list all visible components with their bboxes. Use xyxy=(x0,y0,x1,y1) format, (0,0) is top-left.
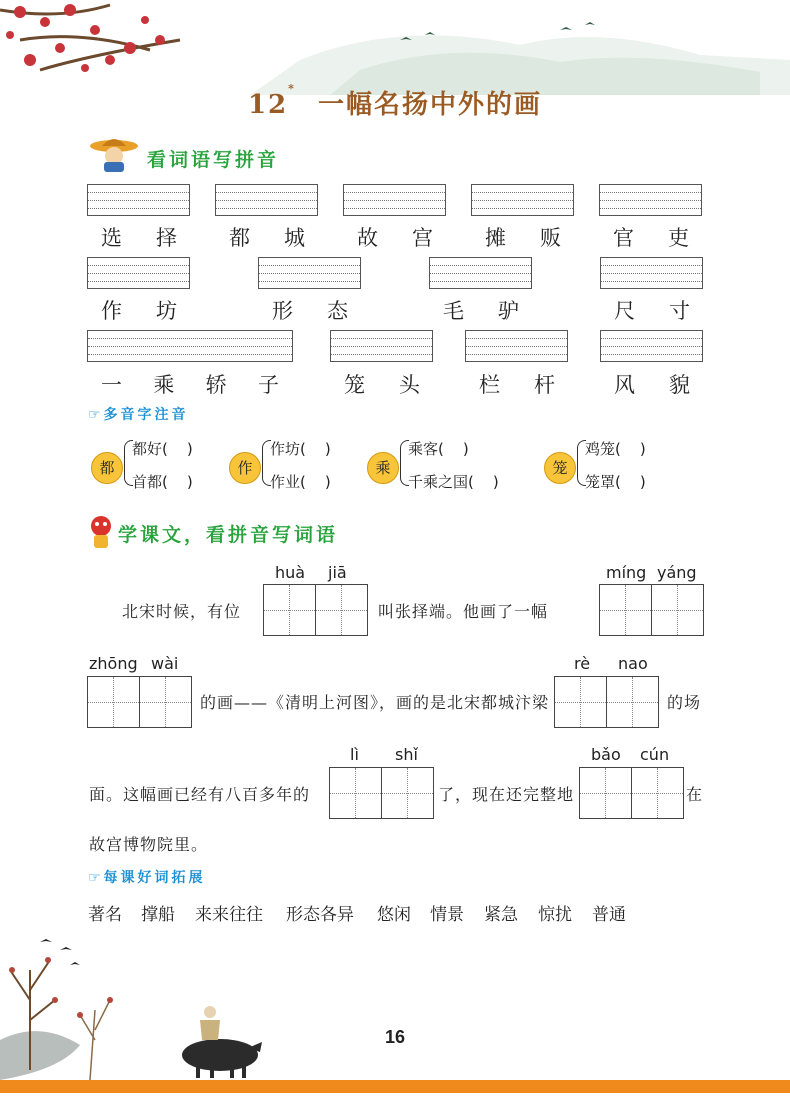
polyphone-char-icon: 笼 xyxy=(544,452,576,484)
vocab-word: 选 择 xyxy=(101,226,177,250)
passage-text: 面。这幅画已经有八百多年的 xyxy=(89,785,311,804)
vocab-word: 摊 贩 xyxy=(485,226,561,250)
extension-word: 普通 xyxy=(592,905,626,925)
pinyin-answer-box[interactable] xyxy=(600,257,703,289)
vocab-word: 风 貌 xyxy=(614,373,690,397)
lesson-number: 12 xyxy=(247,90,289,120)
pinyin-label: nao xyxy=(618,654,648,673)
vocab-word: 笼 头 xyxy=(344,373,420,397)
extension-word: 著名 xyxy=(88,905,122,925)
pinyin-answer-box[interactable] xyxy=(343,184,446,216)
pinyin-label: zhōng xyxy=(89,654,138,673)
polyphone-item[interactable]: 都好( ) xyxy=(132,440,193,458)
writing-grid[interactable] xyxy=(579,767,684,819)
pinyin-label: yáng xyxy=(657,563,697,582)
vocab-word: 形 态 xyxy=(272,299,348,323)
plum-blossom-decoration xyxy=(0,0,790,95)
polyphone-item[interactable]: 鸡笼( ) xyxy=(585,440,646,458)
pinyin-label: míng xyxy=(606,563,647,582)
pinyin-label: wài xyxy=(151,654,179,673)
pinyin-answer-box[interactable] xyxy=(215,184,318,216)
pinyin-label: jiā xyxy=(328,563,347,582)
pinyin-answer-box[interactable] xyxy=(471,184,574,216)
hat-boy-icon xyxy=(88,136,140,172)
section-heading-passage: 学课文，看拼音写词语 xyxy=(118,524,339,546)
polyphone-item[interactable]: 作坊( ) xyxy=(270,440,331,458)
section-heading-pinyin: 看词语写拼音 xyxy=(147,149,280,171)
pinyin-answer-box[interactable] xyxy=(87,184,190,216)
polyphone-item[interactable]: 千乘之国( ) xyxy=(408,473,499,491)
bottom-bar xyxy=(0,1080,790,1093)
writing-grid[interactable] xyxy=(329,767,434,819)
ink-painting-decoration xyxy=(0,930,270,1080)
passage-text: 故宫博物院里。 xyxy=(89,835,209,854)
pinyin-label: bǎo xyxy=(591,745,621,764)
lion-dancer-icon xyxy=(88,515,114,549)
lesson-title xyxy=(0,84,790,121)
passage-text: 的场 xyxy=(667,693,702,712)
passage-text: 的画——《清明上河图》，画的是北宋都城汴梁 xyxy=(200,693,550,712)
vocab-word: 毛 驴 xyxy=(443,299,519,323)
page-number: 16 xyxy=(384,1027,406,1047)
lesson-mark: * xyxy=(288,82,296,95)
extension-word: 来来往往 xyxy=(195,905,263,925)
polyphone-item[interactable]: 笼罩( ) xyxy=(585,473,646,491)
vocab-word: 作 坊 xyxy=(101,299,177,323)
polyphone-char-icon: 乘 xyxy=(367,452,399,484)
pinyin-answer-box[interactable] xyxy=(599,184,702,216)
polyphone-heading: ☞多音字注音 xyxy=(88,407,189,423)
polyphone-item[interactable]: 乘客( ) xyxy=(408,440,469,458)
pinyin-answer-box[interactable] xyxy=(87,257,190,289)
extension-word: 撑船 xyxy=(141,905,175,925)
pinyin-answer-box[interactable] xyxy=(429,257,532,289)
pinyin-answer-box[interactable] xyxy=(465,330,568,362)
extension-word: 紧急 xyxy=(484,905,518,925)
writing-grid[interactable] xyxy=(599,584,704,636)
vocab-word: 一 乘 轿 子 xyxy=(101,373,279,397)
polyphone-item[interactable]: 作业( ) xyxy=(270,473,331,491)
pinyin-answer-box[interactable] xyxy=(600,330,703,362)
writing-grid[interactable] xyxy=(554,676,659,728)
passage-text: 北宋时候，有位 xyxy=(122,602,242,621)
polyphone-char-icon: 都 xyxy=(91,452,123,484)
lesson-title-text: 一幅名扬中外的画 xyxy=(318,90,543,120)
writing-grid[interactable] xyxy=(87,676,192,728)
polyphone-char-icon: 作 xyxy=(229,452,261,484)
pinyin-label: lì xyxy=(350,745,359,764)
pinyin-label: cún xyxy=(640,745,670,764)
vocab-word: 故 宫 xyxy=(357,226,433,250)
extension-word: 惊扰 xyxy=(538,905,572,925)
passage-text: 了，现在还完整地 xyxy=(438,785,575,804)
extension-heading: ☞每课好词拓展 xyxy=(88,870,206,886)
polyphone-item[interactable]: 首都( ) xyxy=(132,473,193,491)
pinyin-answer-box[interactable] xyxy=(87,330,293,362)
vocab-word: 尺 寸 xyxy=(614,299,690,323)
passage-text: 在 xyxy=(686,785,704,804)
vocab-word: 官 吏 xyxy=(613,226,689,250)
passage-text: 叫张择端。他画了一幅 xyxy=(378,602,549,621)
extension-word: 情景 xyxy=(430,905,464,925)
extension-word: 形态各异 xyxy=(286,905,354,925)
vocab-word: 栏 杆 xyxy=(479,373,555,397)
pinyin-label: shǐ xyxy=(395,745,418,764)
pinyin-label: rè xyxy=(574,654,591,673)
pinyin-answer-box[interactable] xyxy=(330,330,433,362)
pinyin-label: huà xyxy=(275,563,306,582)
vocab-word: 都 城 xyxy=(229,226,305,250)
extension-word: 悠闲 xyxy=(377,905,411,925)
pinyin-answer-box[interactable] xyxy=(258,257,361,289)
writing-grid[interactable] xyxy=(263,584,368,636)
